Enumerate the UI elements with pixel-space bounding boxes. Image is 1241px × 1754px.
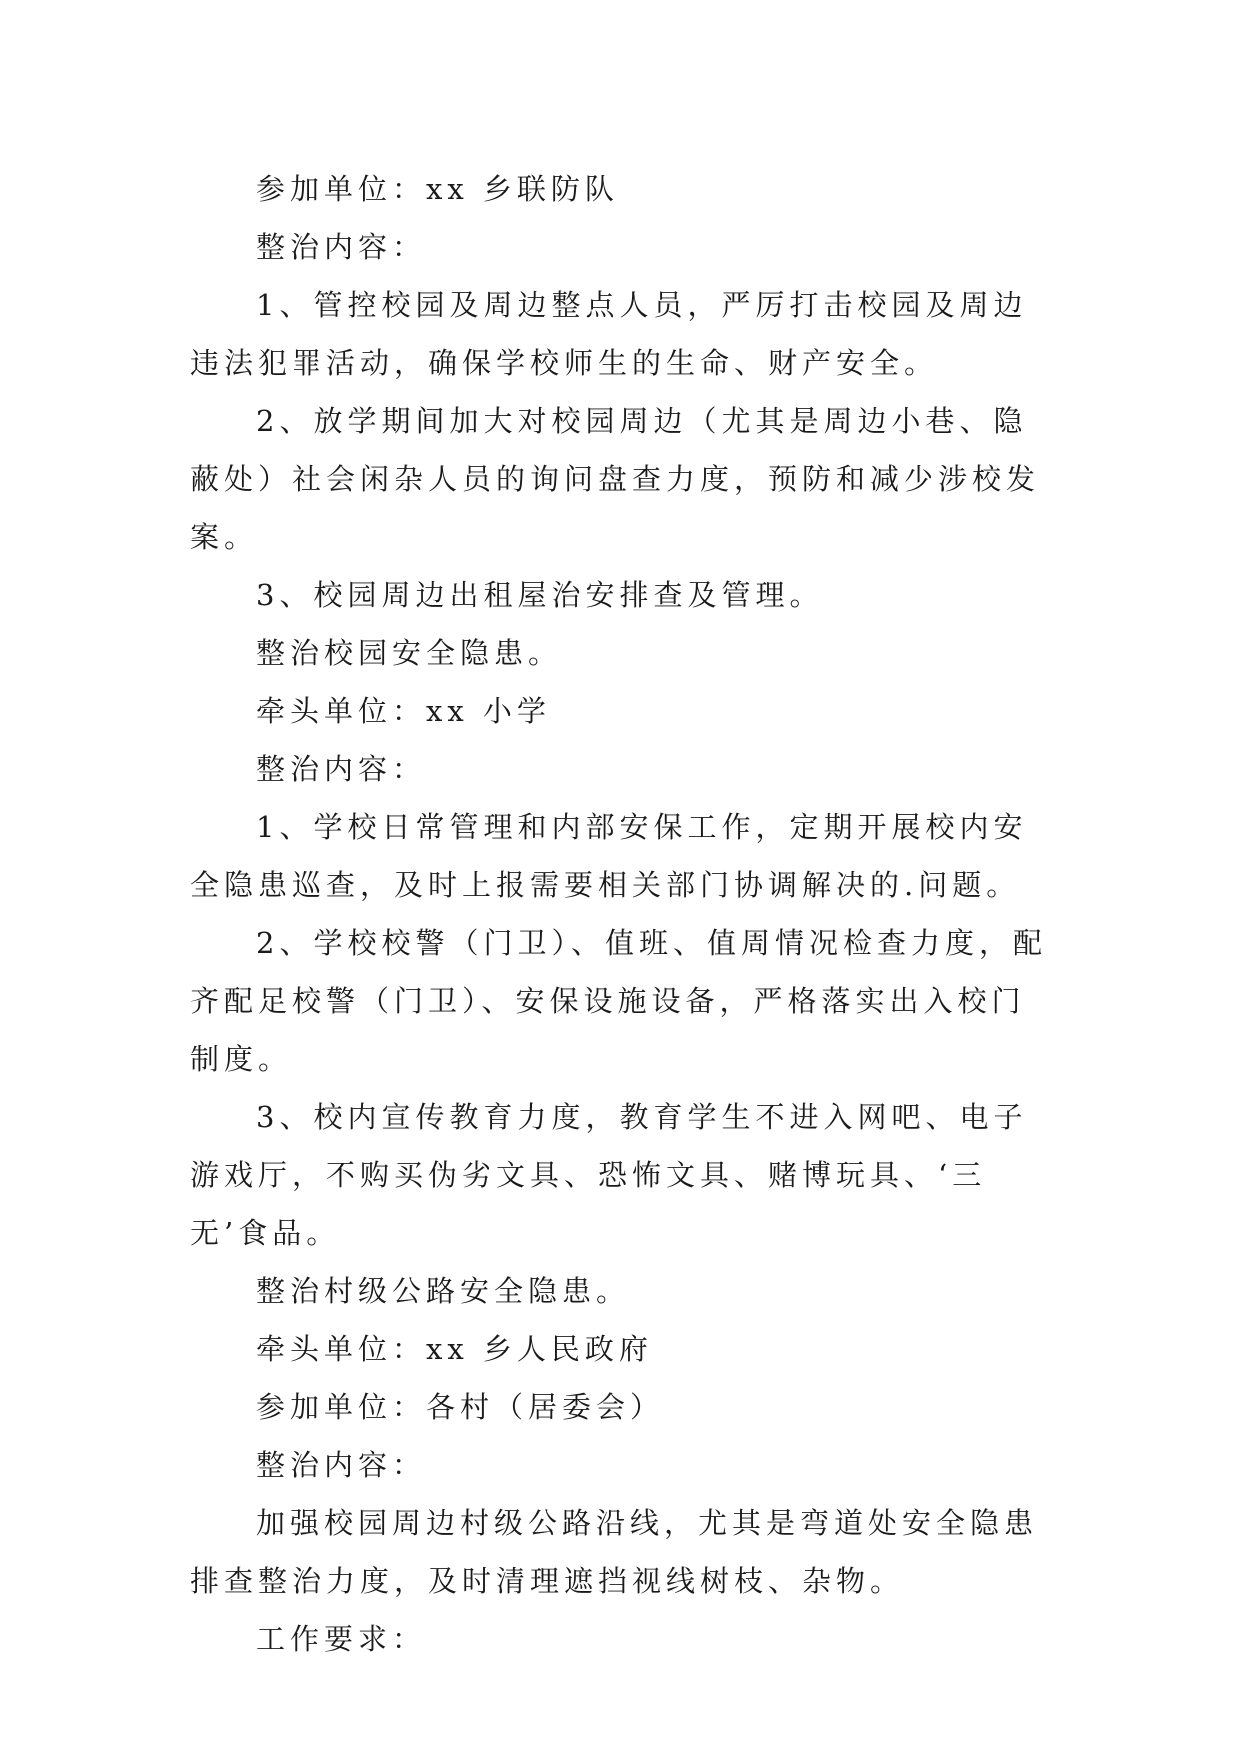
paragraph-lead-unit: 牵头单位：xx 乡人民政府 [256, 1332, 653, 1366]
paragraph-participating-unit: 参加单位：xx 乡联防队 [256, 172, 619, 206]
paragraph-rectification-content-heading: 整治内容： [256, 1448, 427, 1482]
paragraph-item: 1、管控校园及周边整点人员，严厉打击校园及周边违法犯罪活动，确保学校师生的生命、财产安全。 [190, 288, 1028, 380]
paragraph-rectification-content-heading: 整治内容： [256, 230, 427, 264]
paragraph-section-heading: 整治校园安全隐患。 [256, 636, 563, 670]
paragraph-section-heading: 整治村级公路安全隐患。 [256, 1274, 631, 1308]
paragraph-item: 加强校园周边村级公路沿线，尤其是弯道处安全隐患排查整治力度，及时清理遮挡视线树枝、杂物。 [190, 1506, 1039, 1598]
paragraph-participating-unit: 参加单位：各村（居委会） [256, 1390, 665, 1424]
paragraph-item: 2、学校校警（门卫）、值班、值周情况检查力度，配齐配足校警（门卫）、安保设施设备，严格落实出入校门制度。 [190, 926, 1047, 1076]
document-body [190, 160, 1050, 1668]
paragraph-item: 3、校园周边出租屋治安排查及管理。 [256, 578, 824, 612]
paragraph-rectification-content-heading: 整治内容： [256, 752, 427, 786]
paragraph-item: 2、放学期间加大对校园周边（尤其是周边小巷、隐蔽处）社会闲杂人员的询问盘查力度，预防和减少涉校发案。 [190, 404, 1041, 554]
paragraph-work-requirements-heading: 工作要求： [256, 1622, 427, 1656]
paragraph-lead-unit: 牵头单位：xx 小学 [256, 694, 551, 728]
paragraph-item: 3、校内宣传教育力度，教育学生不进入网吧、电子游戏厅，不购买伪劣文具、恐怖文具、赌博玩具、‘三无’食品。 [190, 1100, 1028, 1250]
paragraph-item: 1、学校日常管理和内部安保工作，定期开展校内安全隐患巡查，及时上报需要相关部门协调解决的.问题。 [190, 810, 1028, 902]
